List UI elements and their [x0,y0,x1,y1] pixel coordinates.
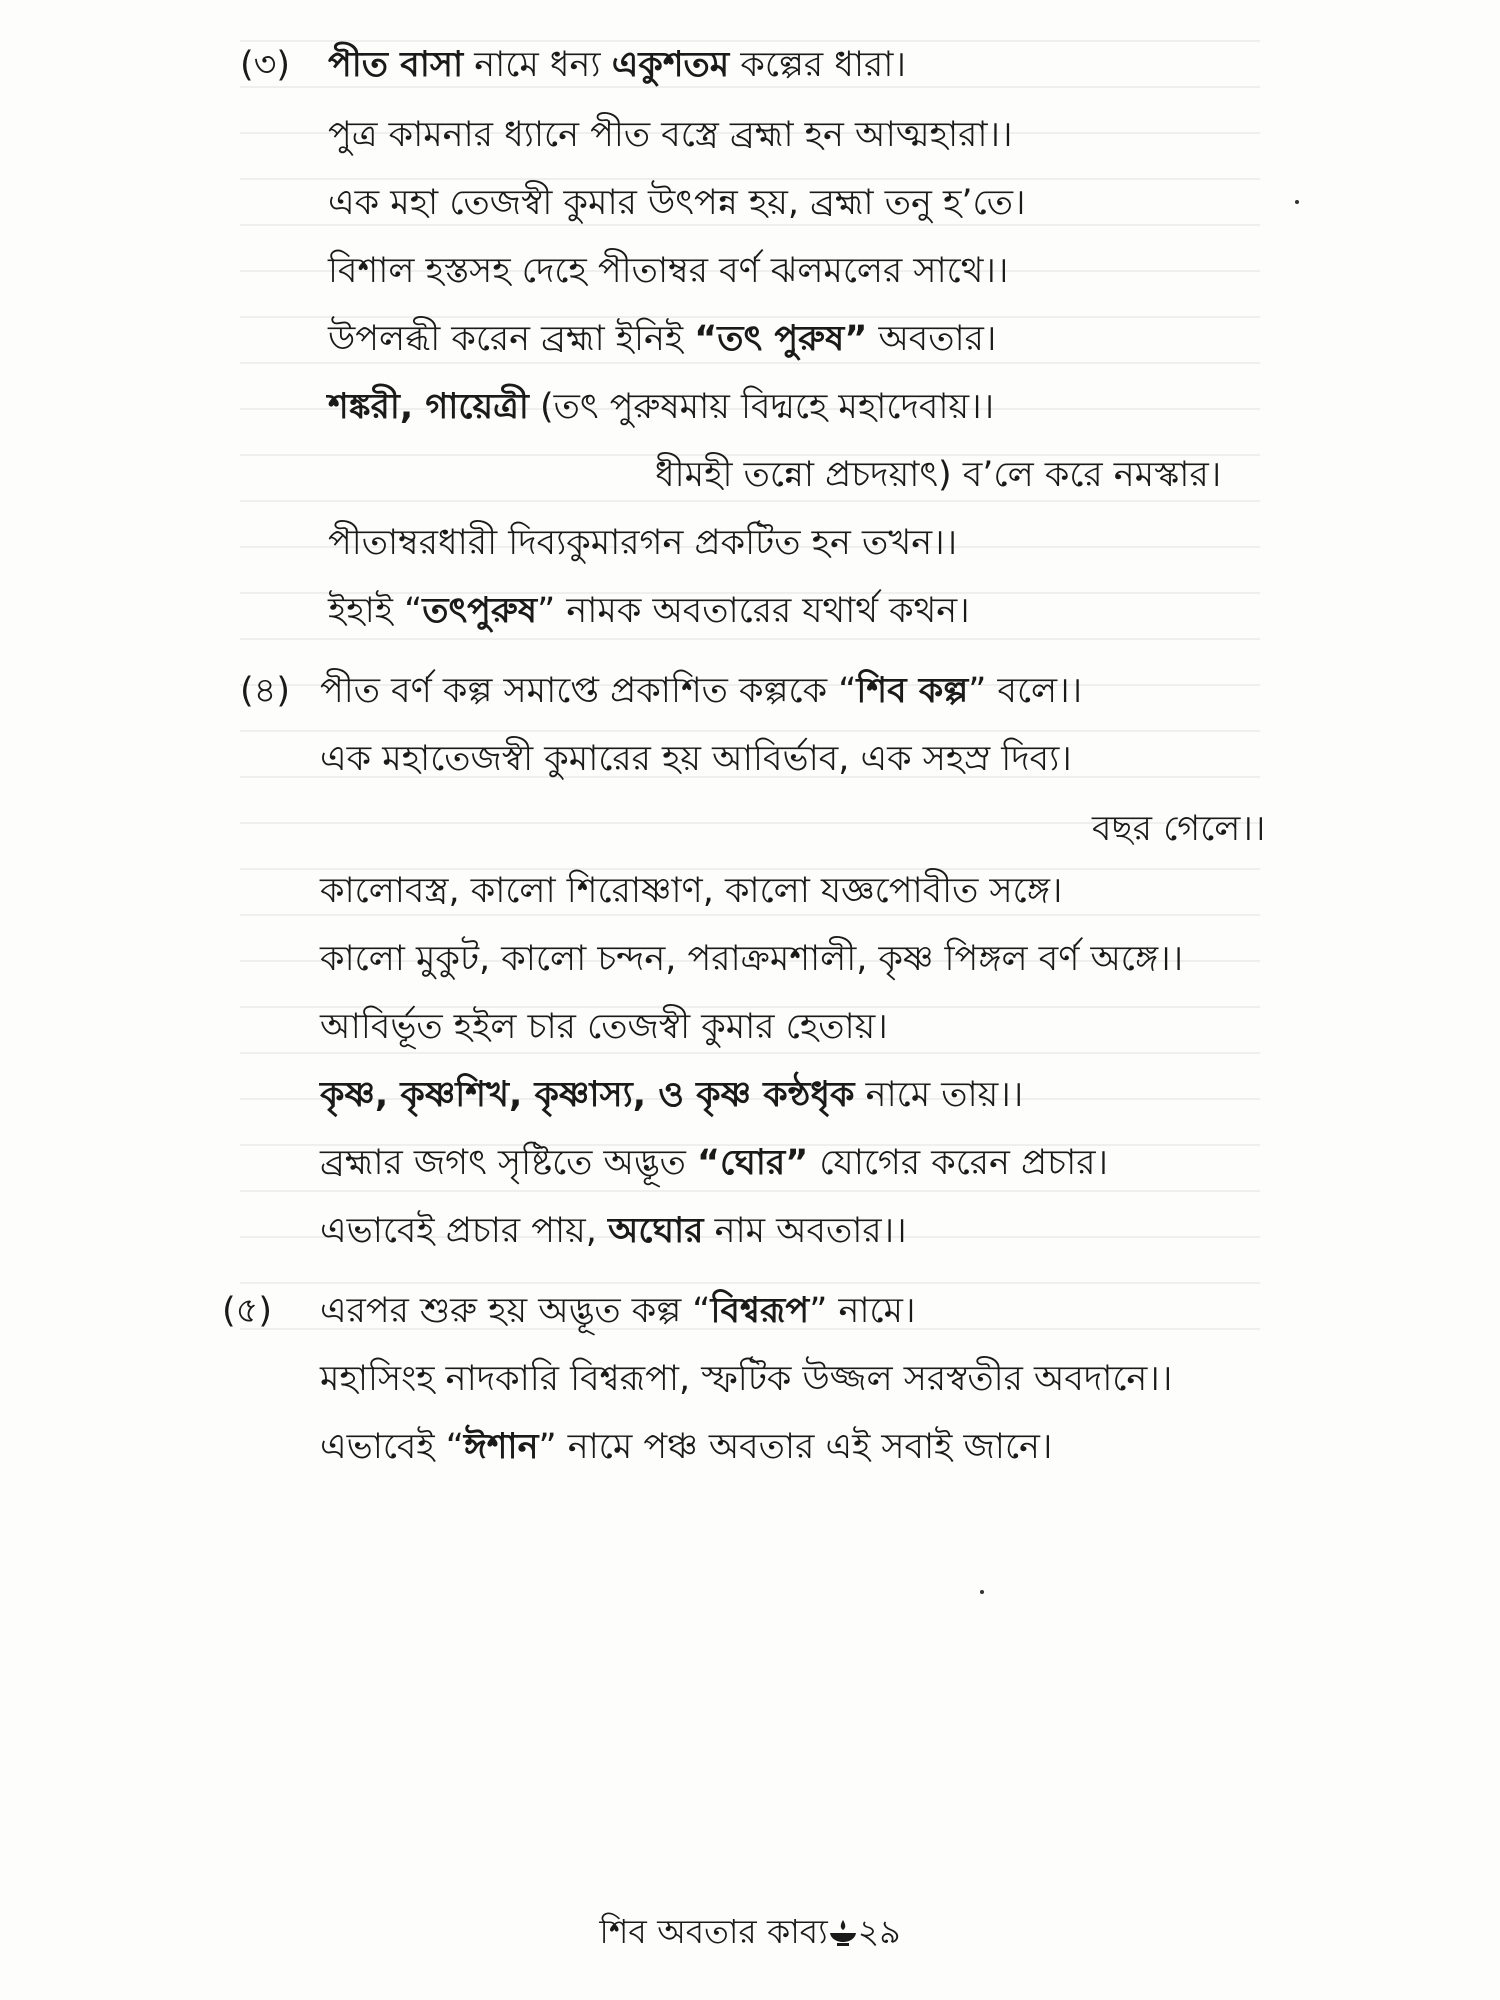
emphasized-text: অঘোর [608,1211,704,1251]
verse-line [320,668,1082,714]
verse-line [320,1004,888,1050]
verse-line [320,1356,1172,1402]
verse-text: এরপর শুরু হয় অদ্ভূত কল্প “ [320,1291,711,1331]
verse-line [320,1288,916,1334]
emphasized-text: “তৎ পুরুষ” [694,319,868,359]
verse-line [328,112,1013,158]
verse-text: বিশাল হস্তসহ দেহে পীতাম্বর বর্ণ ঝলমলের সাথে।। [328,251,1009,291]
verse-text: কালোবস্ত্র, কালো শিরোষ্ণাণ, কালো যজ্ঞপোবীত সঙ্গে। [320,871,1063,911]
verse-line [320,1072,1023,1118]
verse-line [328,42,906,88]
verse-text: এক মহাতেজস্বী কুমারের হয় আবির্ভাব, এক সহস্র দিব্য। [320,739,1072,779]
emphasized-text: “ঘোর” [696,1143,809,1183]
verse-text: এভাবেই “ [320,1427,464,1467]
verse-text: নামে তায়।। [854,1075,1024,1115]
verse-text: আবির্ভূত হইল চার তেজস্বী কুমার হেতায়। [320,1007,888,1047]
verse-text: ” নামে পঞ্চ অবতার এই সবাই জানে। [538,1427,1053,1467]
emphasized-text: বিশ্বরূপ [710,1291,810,1331]
verse-text: ” নামক অবতারের যথার্থ কথন। [537,591,970,631]
stanza-number: (৫) [222,1291,273,1331]
verse-text: উপলব্ধী করেন ব্রহ্মা ইনিই [328,319,695,359]
verse-line [328,520,957,566]
verse-line [328,384,994,430]
verse-text: নাম অবতার।। [703,1211,907,1251]
stanza-number: (৪) [240,671,291,711]
verse-text: ” বলে।। [968,671,1083,711]
emphasized-text: তৎপুরুষ [422,591,538,631]
verse-text: পীত বর্ণ কল্প সমাপ্তে প্রকাশিত কল্পকে “ [320,671,857,711]
verse-line [655,452,1221,498]
verse-text: যোগের করেন প্রচার। [808,1143,1108,1183]
lamp-icon [828,1919,858,1947]
verse-text: কালো মুকুট, কালো চন্দন, পরাক্রমশালী, কৃষ্ণ পিঙ্গল বর্ণ অঙ্গে।। [320,939,1184,979]
emphasized-text: একুশতম [611,45,730,85]
book-title: শিব অবতার কাব্য [599,1912,828,1951]
page-footer [0,1910,1500,1954]
stanza-number: (৩) [240,45,291,85]
verse-text: মহাসিংহ নাদকারি বিশ্বরূপা, স্ফটিক উজ্জল সরস্বতীর অবদানে।। [320,1359,1173,1399]
verse-line [328,588,970,634]
verse-text: ধীমহী তন্নো প্রচদয়াৎ) ব’লে করে নমস্কার। [655,455,1222,495]
verse-text: ব্রহ্মার জগৎ সৃষ্টিতে অদ্ভূত [320,1143,697,1183]
verse-text: কল্পের ধারা। [729,45,906,85]
emphasized-text: কৃষ্ণ, কৃষ্ণশিখ, কৃষ্ণাস্য, ও কৃষ্ণ কন্ঠধৃক [320,1075,855,1115]
scan-speck [1295,200,1299,204]
verse-text: পুত্র কামনার ধ্যানে পীত বস্ত্রে ব্রহ্মা হন আত্মহারা।। [328,115,1013,155]
emphasized-text: পীত বাসা [328,45,464,85]
verse-line [320,936,1183,982]
verse-line [320,736,1072,782]
emphasized-text: শিব কল্প [856,671,969,711]
verse-text: এক মহা তেজস্বী কুমার উৎপন্ন হয়, ব্রহ্মা তনু হ’তে। [328,183,1026,223]
verse-text: অবতার। [867,319,997,359]
verse-line [320,868,1062,914]
page-number: ২৯ [857,1912,901,1951]
verse-text: বছর গেলে।। [1092,809,1266,849]
emphasized-text: ঈশান [463,1427,539,1467]
verse-line [320,1424,1052,1470]
verse-line [320,1140,1108,1186]
verse-text: (তৎ পুরুষমায় বিদ্মহে মহাদেবায়।। [528,387,995,427]
verse-line [320,1208,907,1254]
verse-text: পীতাম্বরধারী দিব্যকুমারগন প্রকটিত হন তখন।। [328,523,958,563]
scan-speck [980,1590,984,1594]
verse-line [328,316,996,362]
verse-text: নামে ধন্য [463,45,612,85]
verse-text: ” নামে। [809,1291,916,1331]
verse-line [328,180,1025,226]
verse-text: এভাবেই প্রচার পায়, [320,1211,609,1251]
emphasized-text: শঙ্করী, গায়েত্রী [328,387,529,427]
verse-line [328,248,1008,294]
verse-text: ইহাই “ [328,591,423,631]
verse-line [1092,806,1265,852]
